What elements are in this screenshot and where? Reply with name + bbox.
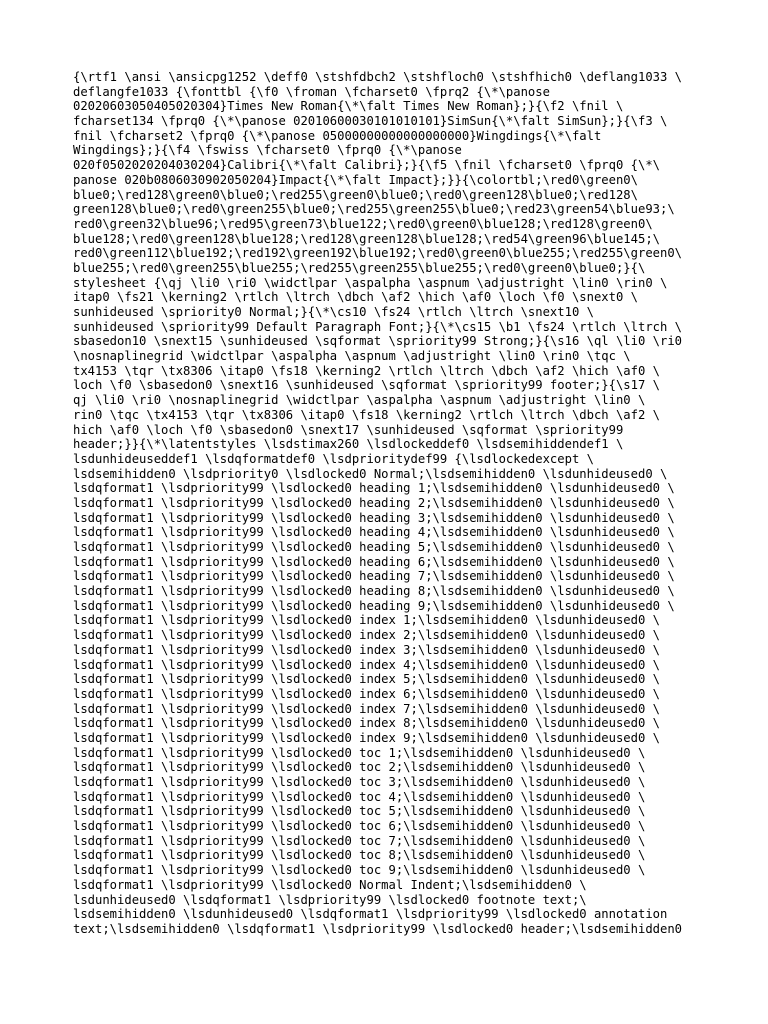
text-line: lsdqformat1 \lsdpriority99 \lsdlocked0 toc 8;\lsdsemihidden0 \lsdunhideused0 \ [73, 848, 646, 863]
text-line: lsdqformat1 \lsdpriority99 \lsdlocked0 toc 2;\lsdsemihidden0 \lsdunhideused0 \ [73, 760, 646, 775]
text-line: lsdqformat1 \lsdpriority99 \lsdlocked0 toc 3;\lsdsemihidden0 \lsdunhideused0 \ [73, 775, 646, 789]
text-line: red0\green32\blue96;\red95\green73\blue122;\red0\green0\blue128;\red128\green0\ [73, 216, 653, 231]
text-line: lsdunhideused0 \lsdqformat1 \lsdpriority99 \lsdlocked0 footnote text;\ [73, 892, 587, 907]
text-line: blue255;\red0\green255\blue255;\red255\green255\blue255;\red0\green0\blue0;}{\ [73, 260, 646, 275]
text-line: lsdqformat1 \lsdpriority99 \lsdlocked0 toc 4;\lsdsemihidden0 \lsdunhideused0 \ [73, 789, 646, 804]
text-line: \nosnaplinegrid \widctlpar \aspalpha \aspnum \adjustright \lin0 \rin0 \tqc \ [73, 349, 631, 364]
text-line: lsdqformat1 \lsdpriority99 \lsdlocked0 toc 6;\lsdsemihidden0 \lsdunhideused0 \ [73, 819, 646, 834]
text-line: lsdqformat1 \lsdpriority99 \lsdlocked0 heading 9;\lsdsemihidden0 \lsdunhideused0 \ [73, 598, 675, 613]
text-line: lsdqformat1 \lsdpriority99 \lsdlocked0 index 1;\lsdsemihidden0 \lsdunhideused0 \ [73, 613, 660, 628]
text-line: lsdqformat1 \lsdpriority99 \lsdlocked0 index 2;\lsdsemihidden0 \lsdunhideused0 \ [73, 628, 660, 643]
text-line: lsdqformat1 \lsdpriority99 \lsdlocked0 toc 1;\lsdsemihidden0 \lsdunhideused0 \ [73, 745, 646, 760]
text-line: lsdqformat1 \lsdpriority99 \lsdlocked0 heading 4;\lsdsemihidden0 \lsdunhideused0 \ [73, 525, 675, 540]
text-line: lsdqformat1 \lsdpriority99 \lsdlocked0 heading 7;\lsdsemihidden0 \lsdunhideused0 \ [73, 569, 675, 584]
text-line: {\rtf1 \ansi \ansicpg1252 \deff0 \stshfdbch2 \stshfloch0 \stshfhich0 \deflang1033 \ [73, 70, 683, 84]
text-line: lsdsemihidden0 \lsdunhideused0 \lsdqformat1 \lsdpriority99 \lsdlocked0 annotation [73, 907, 668, 922]
text-line: red0\green112\blue192;\red192\green192\blue192;\red0\green0\blue255;\red255\green0\ [73, 246, 683, 261]
text-line: Wingdings};}{\f4 \fswiss \fcharset0 \fprq0 {\*\panose [73, 143, 462, 158]
text-line: panose 020b0806030902050204}Impact{\*\falt Impact};}}{\colortbl;\red0\green0\ [73, 172, 638, 187]
text-line: lsdqformat1 \lsdpriority99 \lsdlocked0 heading 1;\lsdsemihidden0 \lsdunhideused0 \ [73, 481, 675, 496]
text-line: lsdqformat1 \lsdpriority99 \lsdlocked0 heading 2;\lsdsemihidden0 \lsdunhideused0 \ [73, 495, 675, 510]
text-line: blue0;\red128\green0\blue0;\red255\green0\blue0;\red0\green128\blue0;\red128\ [73, 187, 638, 202]
text-line: loch \f0 \sbasedon0 \snext16 \sunhideused \sqformat \spriority99 footer;}{\s17 \ [73, 378, 660, 393]
text-line: header;}}{\*\latentstyles \lsdstimax260 \lsdlockeddef0 \lsdsemihiddendef1 \ [73, 437, 624, 452]
text-line: 02020603050405020304}Times New Roman{\*\falt Times New Roman};}{\f2 \fnil \ [73, 99, 624, 114]
text-line: lsdqformat1 \lsdpriority99 \lsdlocked0 Normal Indent;\lsdsemihidden0 \ [73, 877, 587, 892]
text-line: blue128;\red0\green128\blue128;\red128\green128\blue128;\red54\green96\blue145;\ [73, 231, 660, 246]
text-line: lsdqformat1 \lsdpriority99 \lsdlocked0 index 3;\lsdsemihidden0 \lsdunhideused0 \ [73, 642, 660, 657]
text-line: fcharset134 \fprq0 {\*\panose 02010600030101010101}SimSun{\*\falt SimSun};}{\f3 \ [73, 114, 668, 129]
text-line: tx4153 \tqr \tx8306 \itap0 \fs18 \kerning2 \rtlch \ltrch \dbch \af2 \hich \af0 \ [73, 363, 660, 378]
text-line: lsdqformat1 \lsdpriority99 \lsdlocked0 toc 5;\lsdsemihidden0 \lsdunhideused0 \ [73, 804, 646, 819]
text-line: qj \li0 \ri0 \nosnaplinegrid \widctlpar \aspalpha \aspnum \adjustright \lin0 \ [73, 393, 646, 408]
text-line: lsdqformat1 \lsdpriority99 \lsdlocked0 heading 3;\lsdsemihidden0 \lsdunhideused0 \ [73, 510, 675, 525]
text-line: fnil \fcharset2 \fprq0 {\*\panose 05000000000000000000}Wingdings{\*\falt [73, 128, 602, 143]
text-line: sunhideused \spriority99 Default Paragraph Font;}{\*\cs15 \b1 \fs24 \rtlch \ltrch \ [73, 319, 683, 334]
text-line: lsdqformat1 \lsdpriority99 \lsdlocked0 toc 9;\lsdsemihidden0 \lsdunhideused0 \ [73, 863, 646, 878]
text-line: sunhideused \spriority0 Normal;}{\*\cs10 \fs24 \rtlch \ltrch \snext10 \ [73, 305, 594, 319]
text-line: green128\blue0;\red0\green255\blue0;\red255\green255\blue0;\red23\green54\blue93;\ [73, 202, 675, 217]
text-line: lsdqformat1 \lsdpriority99 \lsdlocked0 heading 6;\lsdsemihidden0 \lsdunhideused0 \ [73, 554, 675, 569]
text-line: 020f0502020204030204}Calibri{\*\falt Calibri};}{\f5 \fnil \fcharset0 \fprq0 {\*\ [73, 158, 660, 173]
text-line: lsdqformat1 \lsdpriority99 \lsdlocked0 heading 5;\lsdsemihidden0 \lsdunhideused0 \ [73, 540, 675, 554]
text-line: lsdunhideuseddef1 \lsdqformatdef0 \lsdprioritydef99 {\lsdlockedexcept \ [73, 451, 594, 466]
text-line: lsdqformat1 \lsdpriority99 \lsdlocked0 index 5;\lsdsemihidden0 \lsdunhideused0 \ [73, 672, 660, 687]
text-line: lsdqformat1 \lsdpriority99 \lsdlocked0 index 8;\lsdsemihidden0 \lsdunhideused0 \ [73, 716, 660, 731]
text-line: text;\lsdsemihidden0 \lsdqformat1 \lsdpriority99 \lsdlocked0 header;\lsdsemihidden0 [73, 921, 683, 936]
text-line: lsdsemihidden0 \lsdpriority0 \lsdlocked0 Normal;\lsdsemihidden0 \lsdunhideused0 \ [73, 466, 668, 481]
rtf-source-text [73, 70, 713, 937]
text-line: stylesheet {\qj \li0 \ri0 \widctlpar \aspalpha \aspnum \adjustright \lin0 \rin0 \ [73, 275, 668, 290]
text-line: lsdqformat1 \lsdpriority99 \lsdlocked0 index 6;\lsdsemihidden0 \lsdunhideused0 \ [73, 686, 660, 701]
text-line: lsdqformat1 \lsdpriority99 \lsdlocked0 toc 7;\lsdsemihidden0 \lsdunhideused0 \ [73, 833, 646, 848]
text-line: lsdqformat1 \lsdpriority99 \lsdlocked0 heading 8;\lsdsemihidden0 \lsdunhideused0 \ [73, 584, 675, 599]
text-line: hich \af0 \loch \f0 \sbasedon0 \snext17 \sunhideused \sqformat \spriority99 [73, 422, 624, 437]
text-line: itap0 \fs21 \kerning2 \rtlch \ltrch \dbch \af2 \hich \af0 \loch \f0 \snext0 \ [73, 290, 638, 305]
text-line: lsdqformat1 \lsdpriority99 \lsdlocked0 index 9;\lsdsemihidden0 \lsdunhideused0 \ [73, 730, 660, 745]
text-line: rin0 \tqc \tx4153 \tqr \tx8306 \itap0 \fs18 \kerning2 \rtlch \ltrch \dbch \af2 \ [73, 407, 660, 422]
text-line: deflangfe1033 {\fonttbl {\f0 \froman \fcharset0 \fprq2 {\*\panose [73, 84, 550, 99]
text-line: sbasedon10 \snext15 \sunhideused \sqformat \spriority99 Strong;}{\s16 \ql \li0 \ri0 [73, 334, 683, 349]
text-line: lsdqformat1 \lsdpriority99 \lsdlocked0 index 7;\lsdsemihidden0 \lsdunhideused0 \ [73, 701, 660, 716]
text-line: lsdqformat1 \lsdpriority99 \lsdlocked0 index 4;\lsdsemihidden0 \lsdunhideused0 \ [73, 657, 660, 672]
